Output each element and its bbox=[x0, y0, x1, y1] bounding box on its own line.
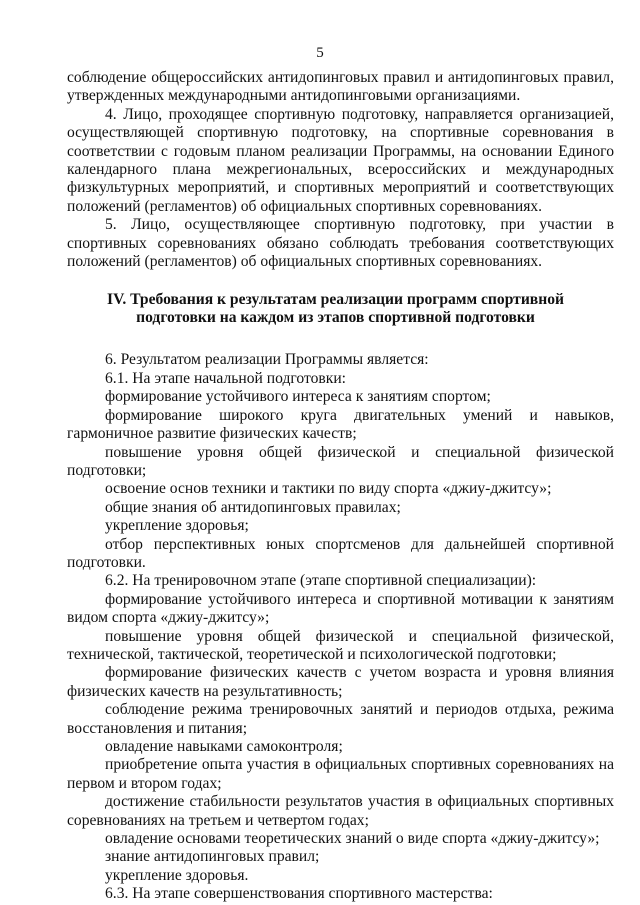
section-heading-line-1: IV. Требования к результатам реализации программ спортивной bbox=[107, 291, 564, 309]
paragraph-item-4: 4. Лицо, проходящее спортивную подготовку, направляется организацией, осуществляющей спортивную подготовку, на спортивные соревнования в соответствии с годовым планом реализации Программы, на основании Единого календарного плана межрегиональных, всероссийских и международных физкультурных мероприятий, и спортивных мероприятий и соответствующих положений (регламентов) об официальных спортивных соревнованиях. bbox=[67, 105, 614, 215]
list-item: освоение основ техники и тактики по виду спорта «джиу-джитсу»; bbox=[105, 480, 552, 498]
list-item: повышение уровня общей физической и специальной физической, технической, тактической, теоретической и психологической подготовки; bbox=[67, 627, 614, 663]
list-item: достижение стабильности результатов участия в официальных спортивных соревнованиях на третьем и четвертом годах; bbox=[67, 793, 614, 829]
list-item: овладение основами теоретических знаний о виде спорта «джиу-джитсу»; bbox=[105, 830, 600, 848]
page-number: 5 bbox=[316, 45, 324, 61]
document-body bbox=[67, 69, 614, 904]
list-item: отбор перспективных юных спортсменов для дальнейшей спортивной подготовки. bbox=[67, 535, 614, 571]
paragraph-item-6-1: 6.1. На этапе начальной подготовки: bbox=[105, 369, 347, 387]
list-item: знание антидопинговых правил; bbox=[105, 848, 320, 866]
list-item: укрепление здоровья. bbox=[105, 866, 249, 884]
list-item: овладение навыками самоконтроля; bbox=[105, 738, 343, 755]
list-item: формирование физических качеств с учетом возраста и уровня влияния физических качеств на результативность; bbox=[67, 664, 614, 700]
paragraph-item-5: 5. Лицо, осуществляющее спортивную подготовку, при участии в спортивных соревнованиях обязано соблюдать требования соответствующих положений (регламентов) об официальных спортивных соревнованиях. bbox=[67, 216, 614, 271]
section-heading bbox=[67, 291, 614, 327]
list-item: соблюдение режима тренировочных занятий и периодов отдыха, режима восстановления и питания; bbox=[67, 701, 614, 737]
paragraph-item-6-2: 6.2. На тренировочном этапе (этапе спортивной специализации): bbox=[105, 572, 537, 590]
list-item: укрепление здоровья; bbox=[105, 517, 249, 535]
list-item: общие знания об антидопинговых правилах; bbox=[105, 498, 401, 516]
paragraph-antidoping-rules: соблюдение общероссийских антидопинговых правил и антидопинговых правил, утвержденных международными антидопинговыми организациями. bbox=[67, 69, 614, 105]
list-item: формирование широкого круга двигательных умений и навыков, гармоничное развитие физических качеств; bbox=[67, 406, 614, 443]
paragraph-item-6: 6. Результатом реализации Программы является: bbox=[105, 351, 429, 369]
paragraph-item-6-3: 6.3. На этапе совершенствования спортивного мастерства: bbox=[105, 885, 493, 903]
list-item: формирование устойчивого интереса и спортивной мотивации к занятиям видом спорта «джиу-джитсу»; bbox=[67, 590, 614, 627]
list-item: повышение уровня общей физической и специальной физической подготовки; bbox=[67, 443, 614, 479]
section-heading-line-2: подготовки на каждом из этапов спортивной подготовки bbox=[136, 309, 535, 327]
list-item: формирование устойчивого интереса к занятиям спортом; bbox=[105, 388, 491, 406]
list-item: приобретение опыта участия в официальных спортивных соревнованиях на первом и втором годах; bbox=[67, 756, 614, 792]
